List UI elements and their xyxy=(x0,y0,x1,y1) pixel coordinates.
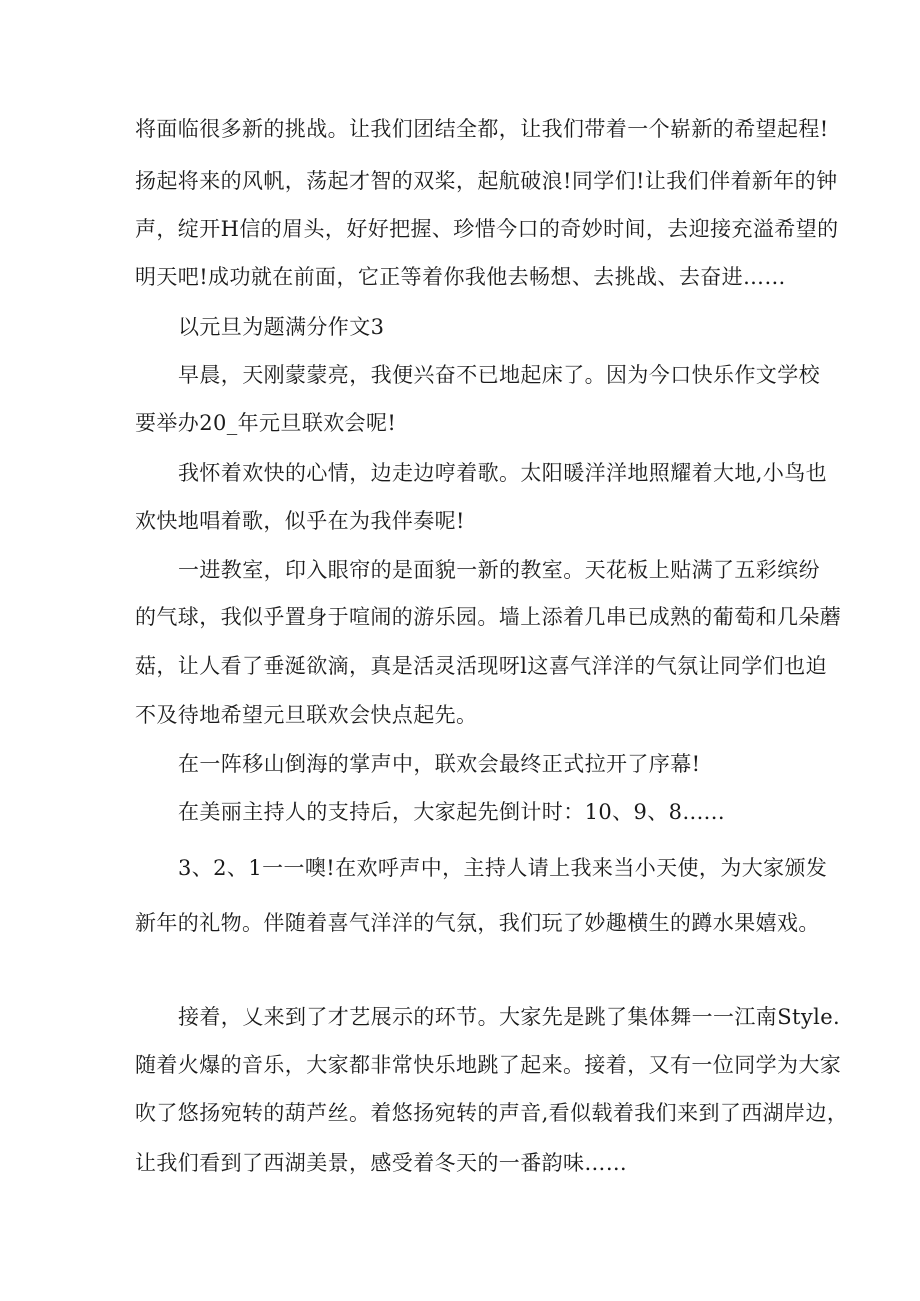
text-line: 在一阵移山倒海的掌声中，联欢会最终正式拉开了序幕! xyxy=(178,752,701,776)
text-line: 菇，让人看了垂涎欲滴，真是活灵活现呀l这喜气洋洋的气氛让同学们也迫 xyxy=(135,654,827,678)
text-line: 我怀着欢快的心情，边走边哼着歌。太阳暖洋洋地照耀着大地,小鸟也 xyxy=(178,461,828,485)
text-line: 随着火爆的音乐，大家都非常快乐地跳了起来。接着，又有一位同学为大家 xyxy=(135,1053,842,1077)
text-line: 扬起将来的风帆，荡起才智的双桨，起航破浪!同学们!让我们伴着新年的钟 xyxy=(135,169,838,193)
section-heading: 以元旦为题满分作文3 xyxy=(178,315,385,339)
text-line: 在美丽主持人的支持后，大家起先倒计时：10、9、8...... xyxy=(178,800,725,824)
text-line: 接着，乂来到了才艺展示的环节。大家先是跳了集体舞一一江南Style. xyxy=(178,1005,841,1029)
text-line: 新年的礼物。伴随着喜气洋洋的气氛，我们玩了妙趣横生的蹲水果嬉戏。 xyxy=(135,911,820,935)
text-line: 欢快地唱着歌，似乎在为我伴奏呢! xyxy=(135,509,465,533)
text-line: 早晨，天刚蒙蒙亮，我便兴奋不已地起床了。因为今口快乐作文学校 xyxy=(178,363,820,387)
text-line: 3、2、1一一噢!在欢呼声中，主持人请上我来当小天使，为大家颁发 xyxy=(178,856,828,880)
text-line: 吹了悠扬宛转的葫芦丝。着悠扬宛转的声音,看似载着我们来到了西湖岸边， xyxy=(135,1101,849,1125)
text-line: 明天吧!成功就在前面，它正等着你我他去畅想、去挑战、去奋进…… xyxy=(135,265,786,289)
text-line: 让我们看到了西湖美景，感受着冬天的一番韵味…… xyxy=(135,1151,628,1175)
text-line: 将面临很多新的挑战。让我们团结全都，让我们带着一个崭新的希望起程! xyxy=(135,117,829,141)
text-line: 不及待地希望元旦联欢会快点起先。 xyxy=(135,703,478,727)
text-line: 的气球，我似乎置身于喧闹的游乐园。墙上添着几串已成熟的葡萄和几朵蘑 xyxy=(135,605,842,629)
text-line: 声，绽开H信的眉头，好好把握、珍惜今口的奇妙时间，去迎接充溢希望的 xyxy=(135,217,839,241)
text-line: 一进教室，印入眼帘的是面貌一新的教室。天花板上贴满了五彩缤纷 xyxy=(178,558,820,582)
text-line: 要举办20_年元旦联欢会呢! xyxy=(135,411,397,435)
